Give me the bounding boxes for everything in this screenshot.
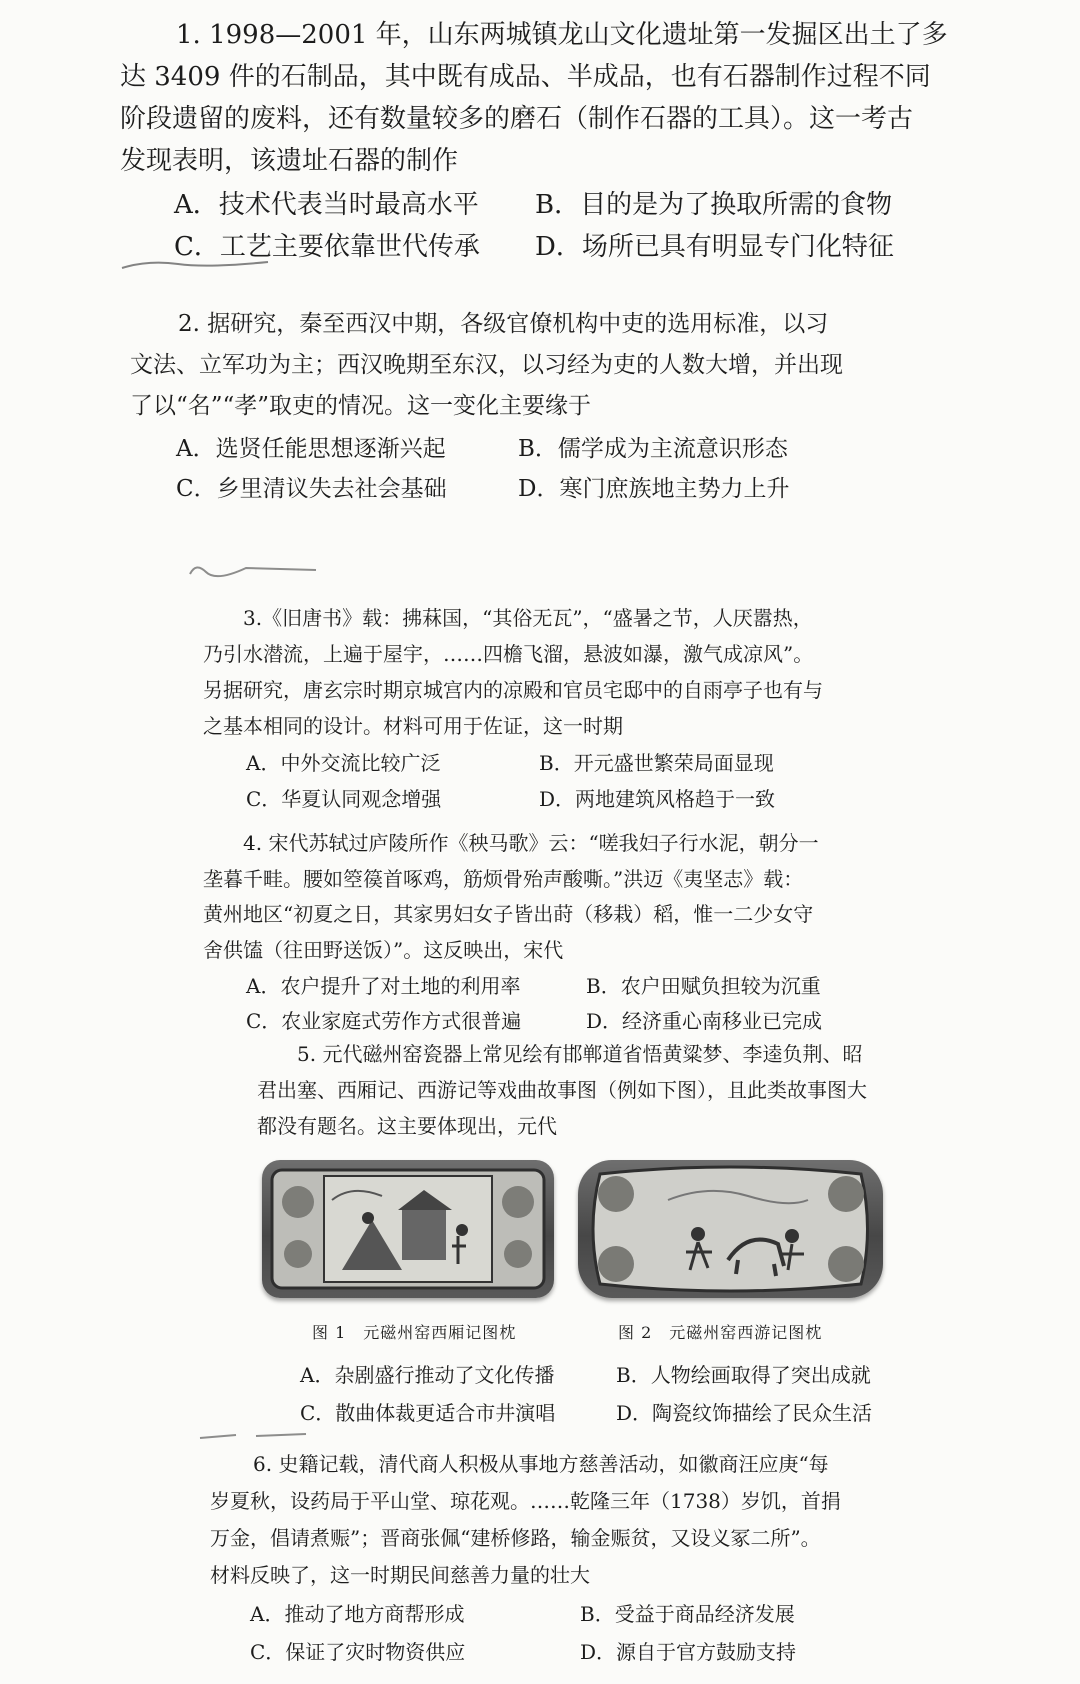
- option-a[interactable]: A．技术代表当时最高水平: [174, 190, 479, 220]
- question-stem-line: 了以“名”“孝”取吏的情况。这一变化主要缘于: [130, 393, 592, 419]
- porcelain-pillow-image: [262, 1160, 554, 1298]
- question-1: [120, 14, 948, 268]
- question-stem-line: 万金，倡请煮赈”；晋商张佩“建桥修路，输金赈贫，又设义冢二所”。: [210, 1526, 821, 1550]
- question-stem-line: 材料反映了，这一时期民间慈善力量的壮大: [210, 1563, 590, 1587]
- question-6: [210, 1446, 910, 1672]
- option-a[interactable]: A．中外交流比较广泛: [246, 751, 441, 775]
- question-stem-line: 文法、立军功为主；西汉晚期至东汉，以习经为吏的人数大增，并出现: [130, 352, 843, 378]
- question-stem-line: 岁夏秋，设药局于平山堂、琼花观。……乾隆三年（1738）岁饥，首捐: [210, 1489, 841, 1513]
- question-stem-line: 之基本相同的设计。材料可用于佐证，这一时期: [203, 714, 623, 738]
- question-3: [203, 600, 903, 817]
- options: [203, 745, 903, 817]
- question-stem-line: 6. 史籍记载，清代商人积极从事地方慈善活动，如徽商汪应庚“每: [253, 1452, 829, 1476]
- option-a[interactable]: A．选贤任能思想逐渐兴起: [176, 436, 446, 462]
- question-4: [203, 826, 903, 1041]
- options: [130, 429, 930, 513]
- question-number: 4.: [243, 831, 263, 855]
- question-5: [257, 1036, 897, 1144]
- option-c[interactable]: C．保证了灾时物资供应: [250, 1640, 466, 1664]
- options: [203, 969, 903, 1041]
- question-stem-line: 君出塞、西厢记、西游记等戏曲故事图（例如下图），且此类故事图大: [257, 1078, 867, 1102]
- question-stem-line: 另据研究，唐玄宗时期京城宫内的凉殿和官员宅邸中的自雨亭子也有与: [203, 678, 823, 702]
- option-c[interactable]: C．农业家庭式劳作方式很普遍: [246, 1009, 522, 1033]
- question-stem-line: 4. 宋代苏轼过庐陵所作《秧马歌》云：“嗟我妇子行水泥，朝分一: [243, 831, 819, 855]
- question-stem-line: 2. 据研究，秦至西汉中期，各级官僚机构中吏的选用标准，以习: [178, 311, 829, 337]
- question-stem-line: 都没有题名。这主要体现出，元代: [257, 1114, 557, 1138]
- option-b[interactable]: B．开元盛世繁荣局面显现: [539, 751, 774, 775]
- option-c[interactable]: C．华夏认同观念增强: [246, 787, 442, 811]
- options: [300, 1356, 900, 1434]
- figure-caption: 图 2 元磁州窑西游记图枕: [618, 1323, 823, 1342]
- option-d[interactable]: D．寒门庶族地主势力上升: [518, 476, 790, 502]
- question-stem-line: 5. 元代磁州窑瓷器上常见绘有邯郸道省悟黄粱梦、李逵负荆、昭: [297, 1042, 863, 1066]
- pen-mark: [186, 560, 326, 580]
- question-stem-line: 舍供馌（往田野送饭）”。这反映出，宋代: [203, 937, 564, 962]
- option-b[interactable]: B．目的是为了换取所需的食物: [535, 190, 893, 220]
- question-2: [130, 304, 930, 513]
- option-b[interactable]: B．儒学成为主流意识形态: [518, 436, 788, 462]
- option-c[interactable]: C．乡里清议失去社会基础: [176, 476, 447, 502]
- porcelain-pillow-image: [578, 1160, 883, 1298]
- question-stem-line: 发现表明，该遗址石器的制作: [120, 146, 459, 176]
- option-a[interactable]: A．推动了地方商帮形成: [250, 1602, 465, 1626]
- figure-caption: 图 1 元磁州窑西厢记图枕: [312, 1323, 517, 1342]
- pen-mark: [196, 1428, 316, 1444]
- figure-2: [578, 1160, 888, 1350]
- question-stem-line: 1. 1998—2001 年，山东两城镇龙山文化遗址第一发掘区出土了多: [176, 20, 948, 50]
- option-b[interactable]: B．受益于商品经济发展: [580, 1602, 795, 1626]
- question-stem-line: 黄州地区“初夏之日，其家男妇女子皆出莳（移栽）稻，惟一二少女守: [203, 902, 814, 926]
- option-d[interactable]: D．陶瓷纹饰描绘了民众生活: [616, 1401, 873, 1425]
- question-number: 6.: [253, 1452, 273, 1476]
- pen-mark: [118, 256, 278, 276]
- option-a[interactable]: A．杂剧盛行推动了文化传播: [300, 1363, 555, 1387]
- question-number: 3.: [243, 606, 263, 630]
- options: [210, 1596, 910, 1672]
- question-stem-line: 垄暮千畦。腰如箜篌首啄鸡，筋烦骨殆声酸嘶。”洪迈《夷坚志》载：: [203, 866, 804, 891]
- option-c[interactable]: C．工艺主要依靠世代传承: [174, 232, 480, 262]
- option-b[interactable]: B．人物绘画取得了突出成就: [616, 1363, 871, 1387]
- option-d[interactable]: D．场所已具有明显专门化特征: [535, 232, 894, 262]
- question-stem-line: 3.《旧唐书》载：拂菻国，“其俗无瓦”，“盛暑之节，人厌嚣热，: [243, 606, 813, 630]
- question-number: 1.: [176, 20, 201, 50]
- option-a[interactable]: A．农户提升了对土地的利用率: [246, 974, 521, 998]
- option-d[interactable]: D．经济重心南移业已完成: [586, 1009, 823, 1033]
- question-stem-line: 乃引水潜流，上遍于屋宇，……四檐飞溜，悬波如瀑，激气成凉风”。: [203, 642, 814, 666]
- option-b[interactable]: B．农户田赋负担较为沉重: [586, 974, 821, 998]
- question-number: 2.: [178, 311, 200, 337]
- option-c[interactable]: C．散曲体裁更适合市井演唱: [300, 1401, 556, 1425]
- option-d[interactable]: D．两地建筑风格趋于一致: [539, 787, 776, 811]
- question-stem-line: 阶段遗留的废料，还有数量较多的磨石（制作石器的工具）。这一考古: [120, 104, 914, 134]
- question-number: 5.: [297, 1042, 317, 1066]
- figure-1: [262, 1160, 556, 1350]
- option-d[interactable]: D．源自于官方鼓励支持: [580, 1640, 797, 1664]
- question-stem-line: 达 3409 件的石制品，其中既有成品、半成品，也有石器制作过程不同: [120, 62, 931, 92]
